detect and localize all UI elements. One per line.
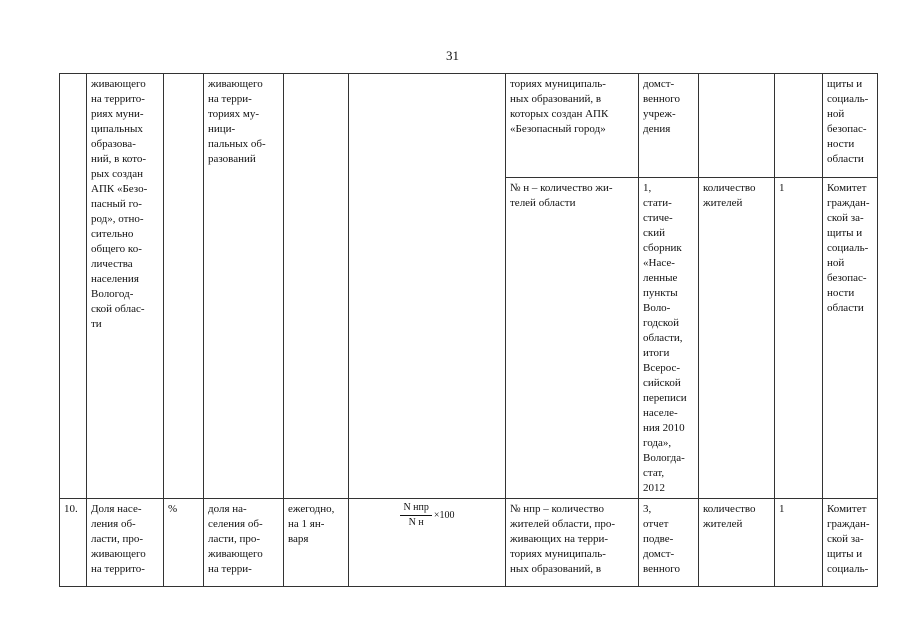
indicator-name-text: живающего на террито- риях муни- ципальных образова- ний, в кото- рых создан АПК «Безо- пасный го- род», отно- сительно общего ко- личества населения Вологод- ской облас- ти [91, 78, 148, 330]
source-text: домст- венного учреж- дения [643, 78, 681, 135]
source-cell [639, 178, 699, 499]
page-number: 31 [446, 48, 459, 63]
formula-denominator: N н [408, 517, 424, 528]
variable-desc-text: № нпр – количество жителей области, про- живающих на терри- ториях муниципаль- ных образований, в [510, 503, 616, 575]
unit-text: % [168, 503, 178, 515]
periodicity-text: ежегодно, на 1 ян- варя [288, 503, 335, 545]
unit2-cell [699, 499, 775, 587]
table-row [60, 74, 878, 178]
unit2-text: количество жителей [703, 182, 756, 209]
responsible-cell [823, 74, 878, 178]
number-cell [60, 499, 87, 587]
variable-desc-text: № н – количество жи- телей области [510, 182, 613, 209]
number-cell [60, 74, 87, 499]
definition-text: живающего на терри- ториях му- ници- пальных об- разований [208, 78, 266, 165]
formula-cell [349, 74, 506, 499]
responsible-cell [823, 499, 878, 587]
value-text: 1 [779, 503, 785, 515]
definition-text: доля на- селения об- ласти, про- живающего на терри- [208, 503, 263, 575]
formula-cell [349, 499, 506, 587]
variable-desc-cell [506, 499, 639, 587]
indicators-table [59, 73, 878, 587]
indicator-name-cell [87, 499, 164, 587]
responsible-text: Комитет граждан- ской за- щиты и социаль- ной безопас- ности области [827, 182, 870, 314]
responsible-cell [823, 178, 878, 499]
definition-cell [204, 499, 284, 587]
unit2-text: количество жителей [703, 503, 756, 530]
source-cell [639, 74, 699, 178]
formula-numerator: N нпр [400, 502, 431, 516]
value-cell [775, 178, 823, 499]
formula-fraction [400, 502, 431, 529]
variable-desc-text: ториях муниципаль- ных образований, в которых создан АПК «Безопасный город» [510, 78, 609, 135]
table-row [60, 499, 878, 587]
periodicity-cell [284, 74, 349, 499]
responsible-text: щиты и социаль- ной безопас- ности области [827, 78, 869, 165]
source-cell [639, 499, 699, 587]
indicator-name-text: Доля насе- ления об- ласти, про- живающего на террито- [91, 503, 146, 575]
source-text: 3, отчет подве- домст- венного [643, 503, 681, 575]
formula-multiplier: ×100 [433, 510, 455, 521]
value-text: 1 [779, 182, 785, 194]
indicator-name-cell [87, 74, 164, 499]
unit-cell [164, 74, 204, 499]
definition-cell [204, 74, 284, 499]
value-cell [775, 74, 823, 178]
unit-cell [164, 499, 204, 587]
periodicity-cell [284, 499, 349, 587]
unit2-cell [699, 74, 775, 178]
variable-desc-cell [506, 74, 639, 178]
responsible-text: Комитет граждан- ской за- щиты и социаль- [827, 503, 870, 575]
variable-desc-cell [506, 178, 639, 499]
source-text: 1, стати- стиче- ский сборник «Насе- ленные пункты Воло- годской области, итоги Всерос- сийской переписи населе- ния 2010 года», Вологда- стат, 2012 [643, 182, 687, 494]
value-cell [775, 499, 823, 587]
unit2-cell [699, 178, 775, 499]
number-text: 10. [64, 503, 78, 515]
